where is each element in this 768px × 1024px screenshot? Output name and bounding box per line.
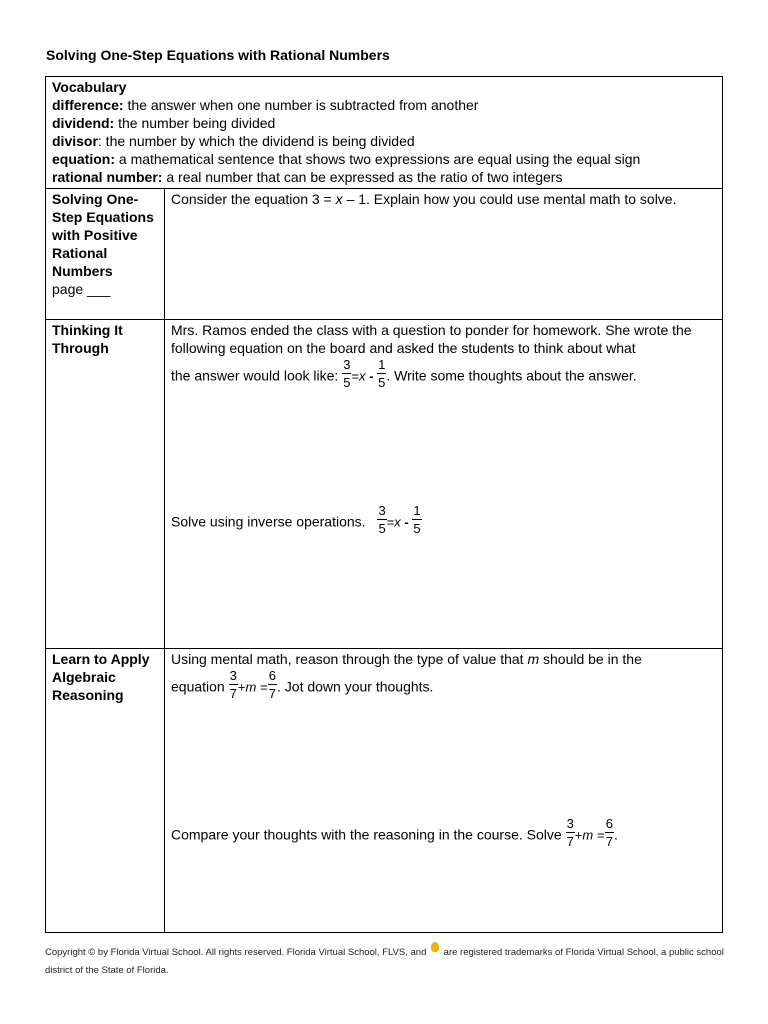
fraction: $\frac{1}{5}$	[413, 503, 421, 536]
vocab-item: difference: the answer when one number is subtracted from another	[52, 97, 479, 113]
fraction: $\frac{1}{5}$	[378, 357, 386, 390]
fraction: $\frac{3}{7}$	[229, 668, 237, 701]
notes-cell[interactable]: Consider the equation 3 = x – 1. Explain how you could use mental math to solve.	[165, 189, 723, 320]
vocab-item: divisor: the number by which the dividend is being divided	[52, 133, 415, 149]
section-label-cell	[46, 189, 165, 320]
fraction: $\frac{3}{5}$	[378, 503, 386, 536]
fraction: $\frac{3}{5}$	[343, 357, 351, 390]
page-reference: page ___	[52, 281, 111, 297]
vocab-item: equation: a mathematical sentence that shows two expressions are equal using the equal sign	[52, 151, 641, 167]
vocabulary-heading: Vocabulary	[52, 79, 127, 95]
section-label: Learn to Apply Algebraic Reasoning	[52, 651, 150, 703]
copyright-footer: Copyright © by Florida Virtual School. All rights reserved. Florida Virtual School, FLVS, and are registered trademarks of Florida Virtual School, a public school district of the State of Florida.	[45, 944, 725, 980]
section-label-cell	[46, 320, 165, 649]
section-row-thinking-it-through	[46, 320, 723, 649]
notes-cell[interactable]: Using mental math, reason through the type of value that m should be in the equation $\frac{3}{7}$ +m = $\frac{6}{7}$ . Jot down your thoughts. Compare your thoughts with the reasoning in the course. Solve $\frac{3}{7}$ +m = $\frac{6}{7}$ .	[165, 649, 723, 933]
section-row-positive-rational	[46, 189, 723, 320]
fraction: $\frac{6}{7}$	[605, 816, 613, 849]
notes-cell[interactable]: Mrs. Ramos ended the class with a question to ponder for homework. She wrote the following equation on the board and asked the students to think about what the answer would look like: $\frac{3}{5}$ =x - $\frac{1}{5}$ . Write some thoughts about the answer. Solve using inverse operations. $\frac{3}{5}$ =x - $\frac{1}{5}$	[165, 320, 723, 649]
vocab-item: rational number: a real number that can be expressed as the ratio of two integers	[52, 169, 563, 185]
section-label: Solving One-Step Equations with Positive Rational Numbers	[52, 191, 154, 279]
vocab-item: dividend: the number being divided	[52, 115, 276, 131]
page-title: Solving One-Step Equations with Rational Numbers	[46, 47, 390, 63]
section-label-cell	[46, 649, 165, 933]
section-label: Thinking It Through	[52, 322, 123, 356]
fraction: $\frac{3}{7}$	[566, 816, 574, 849]
vocabulary-cell	[46, 77, 723, 189]
flvs-lightbulb-icon	[431, 942, 439, 952]
vocabulary-row	[46, 77, 723, 189]
section-row-algebraic-reasoning	[46, 649, 723, 933]
notes-table	[45, 76, 723, 933]
fraction: $\frac{6}{7}$	[268, 668, 276, 701]
